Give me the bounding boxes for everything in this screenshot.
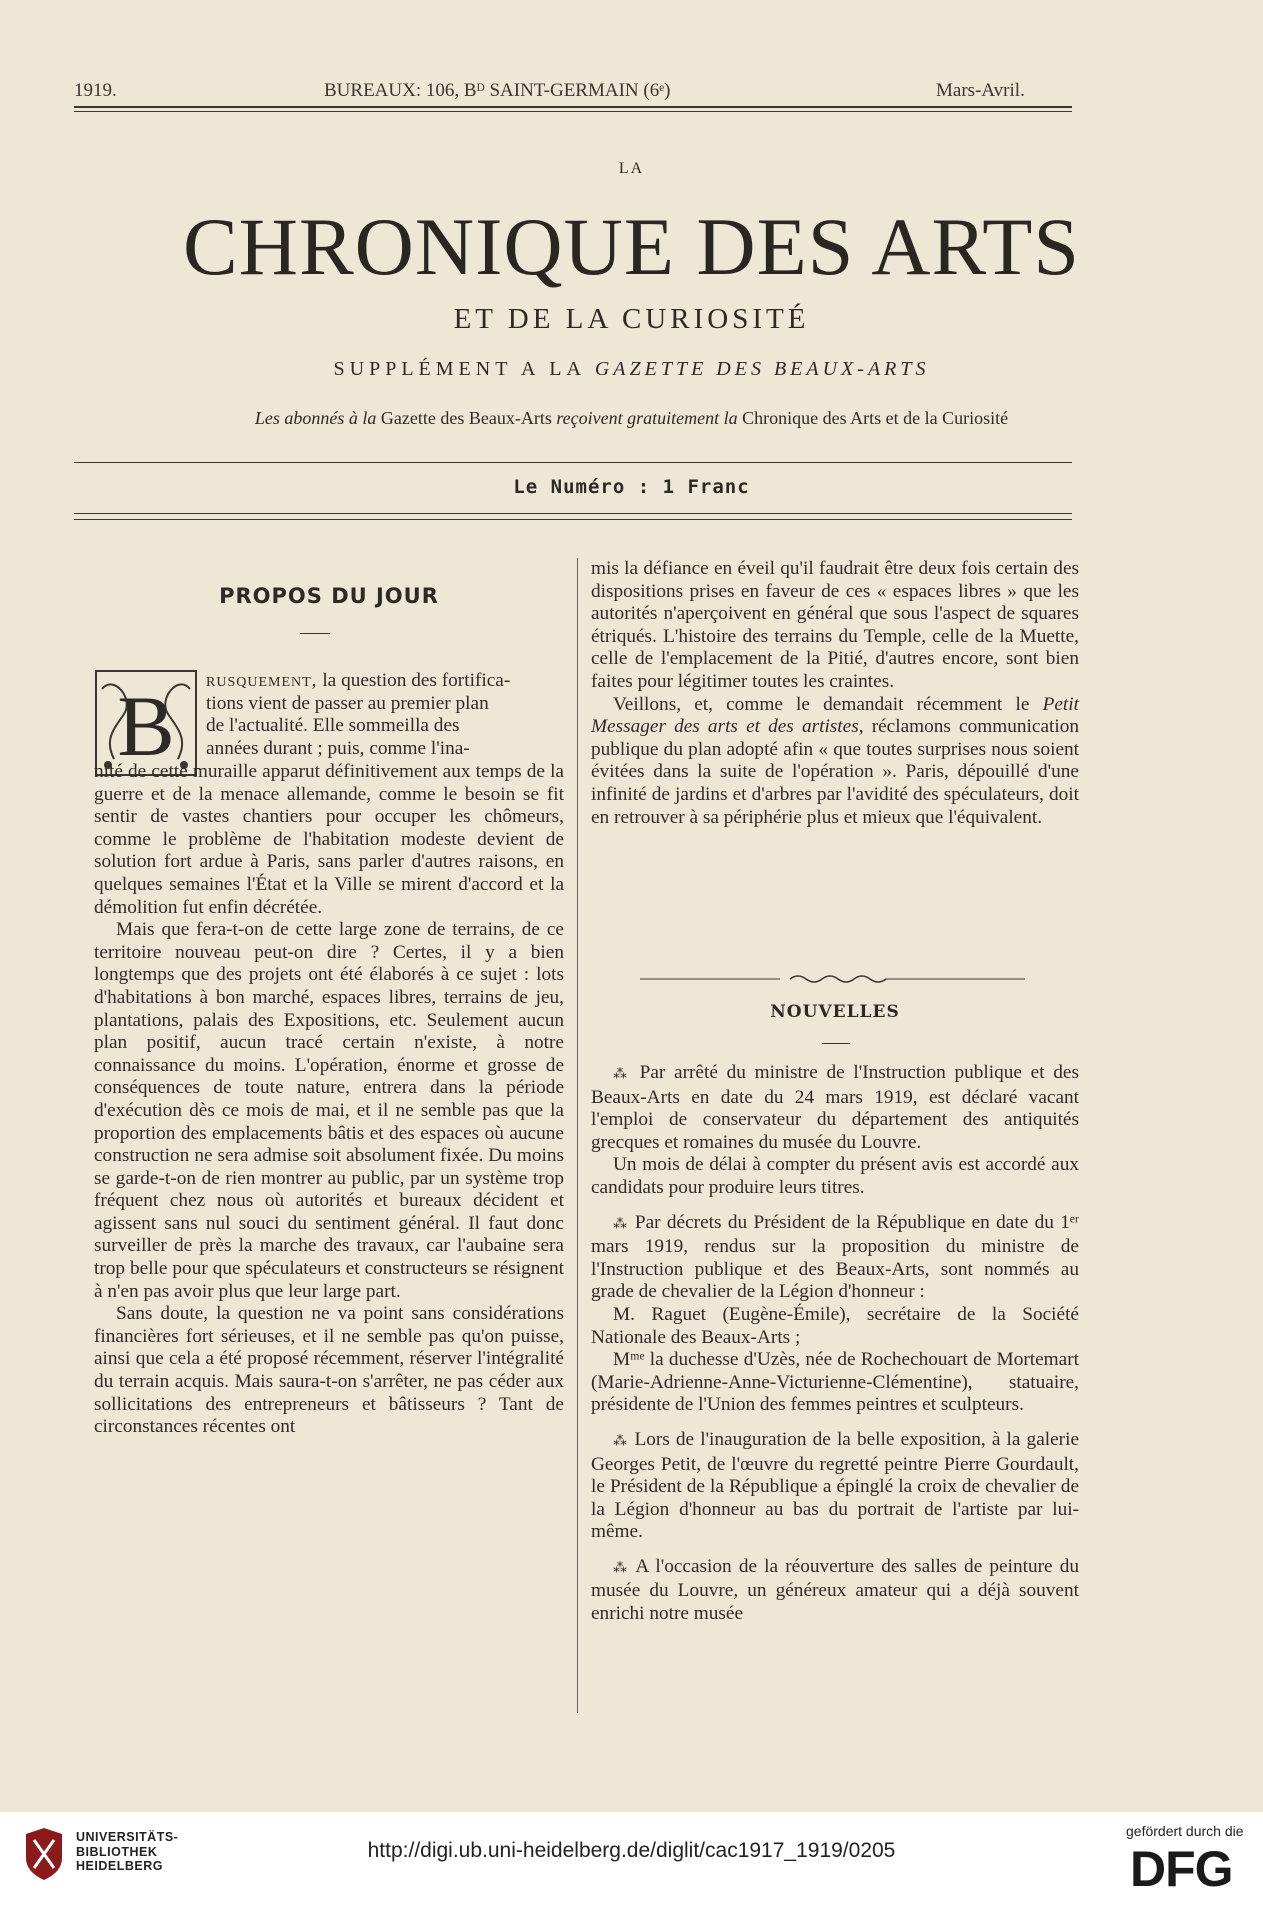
paragraph-2: Mais que fera-t-on de cette large zone de terrains, de ce territoire nouveau peut-on dire ? Certes, il y a bien longtemps que des projets ont été élaborés à ce sujet : lots d'habitations à bon marché, espaces libres, terrains de jeu, plantations, palais des Expositions, etc. Seulement aucun plan positif, aucun tracé certain n'existe, à notre connaissance du moins. L'opération, énorme et grosse de conséquences de toute nature, entrera dans la période d'exécution dès ce mois de mai, et il ne semble pas que la proportion des emplacements bâtis et des espaces où aucune construction ne sera admise soit absolument fixée. Du moins se garde-t-on de rien montrer au public, par un système trop fréquent chez nous où autorités et bureaux décident et agissent sans nul souci du sentiment général. Il faut donc surveiller de près la marche des travaux, car l'aubaine sera trop belle pour que spéculateurs et constructeurs se résignent à n'en pas avoir plus que leur large part. bbox=[94, 919, 564, 1302]
news-item-2 bbox=[591, 1212, 1079, 1304]
university-line-1: UNIVERSITÄTS- bbox=[76, 1830, 179, 1844]
header-months: Mars-Avril. bbox=[936, 80, 1025, 101]
paragraph-1: nité de cette muraille apparut définitivement aux temps de la guerre et de la menace allemande, comme le besoin se fit sentir de vastes chantiers pour occuper les chômeurs, comme le problème de l'habitation modeste devient de solution fort ardue à Paris, sans parler d'autres raisons, en quelques semaines l'État et la Ville se mirent d'accord et la démolition fut enfin décrétée. bbox=[94, 761, 564, 918]
section-ornament bbox=[640, 972, 1025, 986]
source-url-link[interactable]: http://digi.ub.uni-heidelberg.de/diglit/cac1917_1919/0205 bbox=[367, 1839, 896, 1862]
subscriber-note bbox=[0, 408, 1263, 429]
price-rule-bottom-2 bbox=[74, 519, 1072, 520]
news-2-text: Par décrets du Président de la République en date du 1ᵉʳ mars 1919, rendus sur la proposition du ministre de l'Instruction publique et des Beaux-Arts, sont nommés au grade de chevalier de la Légion d'honneur : bbox=[591, 1211, 1079, 1303]
veillons-part1: Veillons, et, comme le demandait récemment le bbox=[613, 693, 1030, 715]
funded-by-label: gefördert durch die bbox=[1126, 1823, 1244, 1839]
news-item-1b: Un mois de délai à compter du présent avis est accordé aux candidats pour produire leurs titres. bbox=[591, 1154, 1079, 1198]
university-line-3: HEIDELBERG bbox=[76, 1859, 163, 1873]
stars-icon: ⁂ bbox=[613, 1216, 629, 1232]
paragraph-veillons bbox=[591, 694, 1079, 830]
header-rule bbox=[74, 106, 1072, 108]
issue-price: Le Numéro : 1 Franc bbox=[513, 476, 750, 498]
journal-title: Petit Messager des arts et des artistes, bbox=[591, 693, 1079, 738]
dropcap-line-1-text: la question des fortifica- bbox=[322, 670, 511, 691]
dropcap-line-1 bbox=[206, 670, 564, 693]
news-item-2b: Mᵐᵉ la duchesse d'Uzès, née de Rochechouart de Mortemart (Marie-Adrienne-Anne-Victurienne-Clémentine), statuaire, présidente de l'Union des femmes peintres et sculpteurs. bbox=[591, 1349, 1079, 1416]
masthead-subtitle: ET DE LA CURIOSITÉ bbox=[453, 303, 810, 335]
lines-beside-dropcap bbox=[206, 670, 564, 760]
abonnes-part1: Les abonnés à la bbox=[254, 408, 377, 428]
dropcap-line-3: de l'actualité. Elle sommeilla des bbox=[206, 715, 460, 737]
abonnes-part3: reçoivent gratuitement la bbox=[556, 408, 738, 428]
abonnes-part4: Chronique des Arts et de la Curiosité bbox=[742, 408, 1009, 428]
stars-icon: ⁂ bbox=[613, 1067, 631, 1082]
news-1-text: Par arrêté du ministre de l'Instruction publique et des Beaux-Arts en date du 24 mars 1919, est déclaré vacant l'emploi de conservateur du département des antiquités grecques et romaines du musée du Louvre. bbox=[591, 1062, 1079, 1153]
nouvelles-heading: NOUVELLES bbox=[770, 1002, 900, 1022]
supplement-prefix: SUPPLÉMENT A LA bbox=[333, 358, 585, 380]
masthead-supplement bbox=[0, 358, 1263, 381]
masthead-title: CHRONIQUE DES ARTS bbox=[183, 201, 1080, 292]
heading-dash bbox=[300, 633, 330, 634]
left-body bbox=[94, 761, 564, 1439]
right-body-top bbox=[591, 558, 1079, 829]
dropcap-line-2: tions vient de passer au premier plan bbox=[206, 692, 489, 714]
news-4-text: A l'occasion de la réouverture des salles de peinture du musée du Louvre, un généreux amateur qui a déjà souvent enrichi notre musée bbox=[591, 1555, 1079, 1625]
header-year: 1919. bbox=[74, 80, 117, 101]
news-item-2a: M. Raguet (Eugène-Émile), secrétaire de la Société Nationale des Beaux-Arts ; bbox=[591, 1303, 1079, 1348]
price-rule-bottom-1 bbox=[74, 513, 1072, 514]
supplement-title: GAZETTE DES BEAUX-ARTS bbox=[594, 358, 930, 380]
paragraph-continued: mis la défiance en éveil qu'il faudrait être deux fois certain des dispositions prises en faveur de ces « espaces libres » que les autorités n'aperçoivent en général que sous l'aspect de squares étriqués. L'histoire des terrains du Temple, celle de la Muette, celle de l'emplacement de la Pitié, d'autres encore, sont bien faites pour légitimer toutes les craintes. bbox=[591, 558, 1079, 692]
abonnes-part2: Gazette des Beaux-Arts bbox=[380, 408, 552, 428]
news-item-3 bbox=[591, 1429, 1079, 1544]
first-word: rusquement, bbox=[206, 670, 318, 691]
news-item-4 bbox=[591, 1556, 1079, 1626]
veillons-part2: réclamons communication publique du plan adopté afin « que toutes surprises nous soient évitées dans la suite de l'opération ». Paris, dépouillé d'une infinité de jardins et d'arbres par l'avidité des spéculateurs, doit en retrouver à sa périphérie plus et mieux que l'équivalent. bbox=[591, 716, 1079, 828]
news-item-1 bbox=[591, 1062, 1079, 1154]
column-divider bbox=[577, 558, 578, 1713]
header-rule-thin bbox=[74, 111, 1072, 112]
news-3-text: Lors de l'inauguration de la belle exposition, à la galerie Georges Petit, de l'œuvre du regretté peintre Pierre Gourdault, le Président de la République a épinglé la croix de chevalier de la Légion d'honneur au bas du portrait de l'artiste par lui-même. bbox=[591, 1428, 1080, 1543]
paragraph-3: Sans doute, la question ne va point sans considérations financières fort sérieuses, et il ne semble pas qu'on puisse, ainsi que cela a été proposé récemment, réserver l'intégralité du terrain acquis. Mais saura-t-on s'arrêter, ne pas céder aux sollicitations des entrepreneurs et bâtisseurs ? Tant de circonstances récentes ont bbox=[94, 1303, 564, 1438]
dropcap-letter: B bbox=[117, 678, 175, 774]
header-bureaux: BUREAUX: 106, Bᴰ SAINT-GERMAIN (6ᵉ) bbox=[324, 80, 671, 101]
propos-heading: PROPOS DU JOUR bbox=[219, 584, 439, 608]
price-rule-top bbox=[74, 462, 1072, 463]
dfg-logo: DFG bbox=[1130, 1841, 1233, 1897]
stars-icon: ⁂ bbox=[613, 1433, 629, 1449]
dropcap-line-4: années durant ; puis, comme l'ina- bbox=[206, 737, 470, 759]
masthead-article: LA bbox=[618, 160, 645, 177]
stars-icon: ⁂ bbox=[613, 1560, 630, 1576]
news-items bbox=[591, 1062, 1079, 1626]
university-line-2: BIBLIOTHEK bbox=[76, 1844, 158, 1859]
nouvelles-dash bbox=[822, 1043, 850, 1044]
